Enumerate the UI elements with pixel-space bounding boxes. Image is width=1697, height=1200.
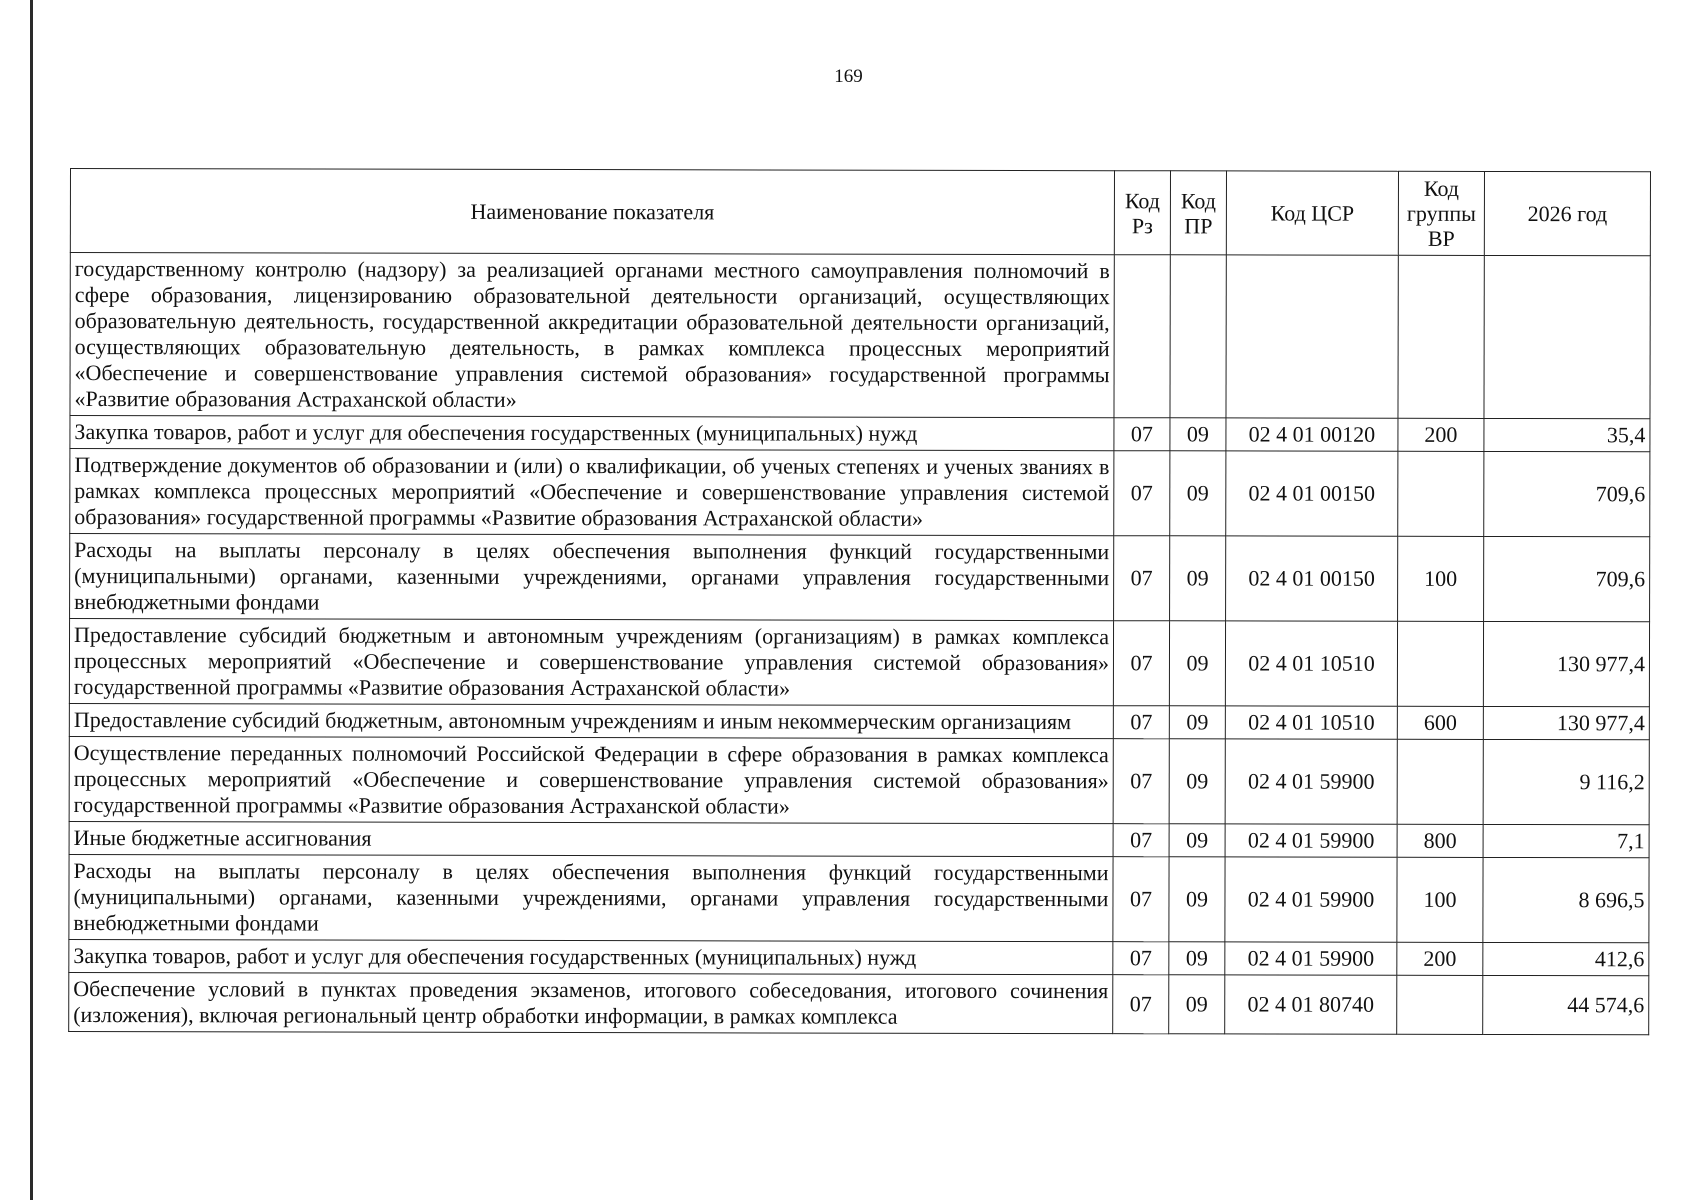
row-name: Закупка товаров, работ и услуг для обеспечения государственных (муниципальных) нужд [69,939,1113,974]
row-amount: 709,6 [1484,451,1650,536]
row-vr: 600 [1397,706,1483,739]
header-name: Наименование показателя [70,169,1114,255]
header-year: 2026 год [1484,171,1650,255]
row-vr [1397,739,1483,824]
table-row [70,253,1650,419]
row-pr: 09 [1170,536,1226,621]
row-csr: 02 4 01 10510 [1225,621,1397,706]
row-name: государственному контролю (надзору) за реализацией органами местного самоуправления полномочий в сфере образования, лицензированию образовательной деятельности организаций, осуществляющих образовательную деятельность, государственной аккредитации образовательной деятельности организаций, осуществляющих образовательную деятельность, в рамках комплекса процессных мероприятий «Обеспечение и совершенствование управления системой образования» государственной программы «Развитие образования Астраханской области» [70,253,1114,418]
row-pr: 09 [1169,824,1225,857]
row-pr: 09 [1169,706,1225,739]
row-csr: 02 4 01 59900 [1225,824,1397,857]
row-rz: 07 [1113,824,1169,857]
row-amount: 35,4 [1484,418,1650,451]
row-rz: 07 [1114,536,1170,621]
row-rz: 07 [1113,975,1169,1034]
row-vr: 100 [1398,536,1484,621]
table-row [70,449,1650,537]
row-pr: 09 [1169,975,1225,1034]
page-number: 169 [834,66,863,87]
header-vr: Код группы ВР [1398,171,1484,255]
row-name: Закупка товаров, работ и услуг для обеспечения государственных (муниципальных) нужд [70,416,1114,451]
row-vr: 200 [1397,942,1483,975]
row-amount: 130 977,4 [1483,706,1649,739]
row-pr: 09 [1169,621,1225,706]
row-amount: 44 574,6 [1483,975,1649,1034]
row-pr [1170,255,1226,418]
table-row [69,972,1649,1034]
table-body [69,253,1651,1035]
row-rz: 07 [1113,621,1169,706]
header-rz: Код Рз [1114,171,1170,255]
row-name: Обеспечение условий в пунктах проведения экзаменов, итогового собеседования, итогового сочинения (изложения), включая региональный центр обработки информации, в рамках комплекса [69,972,1113,1033]
row-rz: 07 [1113,739,1169,824]
row-amount: 8 696,5 [1483,857,1649,942]
row-pr: 09 [1170,451,1226,536]
row-csr: 02 4 01 59900 [1225,739,1397,824]
row-amount: 412,6 [1483,942,1649,975]
row-pr: 09 [1169,739,1225,824]
row-csr: 02 4 01 80740 [1225,975,1397,1034]
row-pr: 09 [1169,857,1225,942]
row-rz: 07 [1113,857,1169,942]
row-rz: 07 [1113,706,1169,739]
table-row [69,703,1649,739]
table-row [69,619,1649,707]
row-rz: 07 [1114,418,1170,451]
row-csr: 02 4 01 59900 [1225,857,1397,942]
table-header [70,169,1650,256]
row-csr [1226,255,1398,418]
row-vr [1397,621,1483,706]
row-rz [1114,255,1170,418]
row-name: Предоставление субсидий бюджетным и автономным учреждениям (организациям) в рамках комплекса процессных мероприятий «Обеспечение и совершенствование управления системой образования» государственной программы «Развитие образования Астраханской области» [69,619,1113,706]
row-amount: 7,1 [1483,824,1649,857]
row-name: Осуществление переданных полномочий Российской Федерации в сфере образования в рамках комплекса процессных мероприятий «Обеспечение и совершенствование управления системой образования» государственной программы «Развитие образования Астраханской области» [69,736,1113,823]
budget-table [68,168,1651,1035]
row-name: Подтверждение документов об образовании и (или) о квалификации, об ученых степенях и ученых званиях в рамках комплекса процессных мероприятий «Обеспечение и совершенствование управления системой образования» государственной программы «Развитие образования Астраханской области» [70,449,1114,536]
row-name: Расходы на выплаты персоналу в целях обеспечения выполнения функций государственными (муниципальными) органами, казенными учреждениями, органами управления государственными внебюджетными фондами [69,854,1113,941]
row-csr: 02 4 01 59900 [1225,942,1397,975]
row-vr [1398,255,1484,418]
row-csr: 02 4 01 00150 [1226,536,1398,621]
table-row [69,821,1649,857]
row-rz: 07 [1114,451,1170,536]
row-pr: 09 [1169,942,1225,975]
row-name: Предоставление субсидий бюджетным, автономным учреждениям и иным некоммерческим организациям [69,703,1113,738]
row-rz: 07 [1113,942,1169,975]
row-vr: 200 [1398,418,1484,451]
row-csr: 02 4 01 10510 [1225,706,1397,739]
row-name: Иные бюджетные ассигнования [69,821,1113,856]
row-name: Расходы на выплаты персоналу в целях обеспечения выполнения функций государственными (муниципальными) органами, казенными учреждениями, органами управления государственными внебюджетными фондами [70,534,1114,621]
table-row [69,854,1649,942]
row-vr [1397,975,1483,1034]
row-vr: 800 [1397,824,1483,857]
table-row [70,534,1650,622]
row-csr: 02 4 01 00150 [1226,451,1398,536]
table-row [70,416,1650,452]
header-csr: Код ЦСР [1226,171,1398,255]
row-csr: 02 4 01 00120 [1226,418,1398,451]
row-amount: 130 977,4 [1483,621,1649,706]
row-amount: 9 116,2 [1483,739,1649,824]
row-amount: 709,6 [1484,536,1650,621]
header-pr: Код ПР [1170,171,1226,255]
scan-edge-line [30,0,33,1200]
table-row [69,939,1649,975]
table-row [69,736,1649,824]
row-vr: 100 [1397,857,1483,942]
row-vr [1398,451,1484,536]
row-pr: 09 [1170,418,1226,451]
row-amount [1484,255,1650,418]
